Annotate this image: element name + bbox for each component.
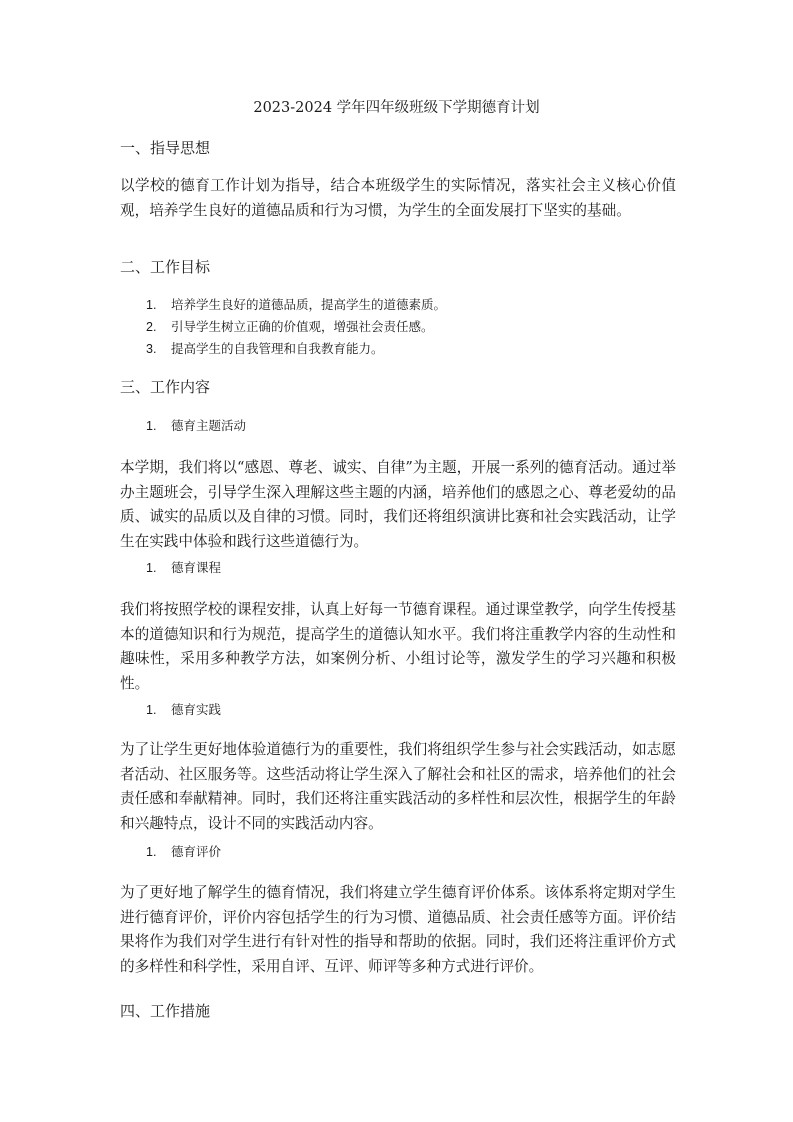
subsection-number: 1. (146, 703, 157, 717)
list-item (146, 338, 446, 360)
subsection-number: 1. (146, 419, 157, 433)
section-heading-work-content: 三、工作内容 (120, 378, 211, 396)
section-heading-guiding-ideology: 一、指导思想 (120, 139, 211, 157)
list-item-number: 3. (146, 342, 157, 356)
section-paragraph-guiding-ideology: 以学校的德育工作计划为指导，结合本班级学生的实际情况，落实社会主义核心价值观，培养学生良好的道德品质和行为习惯，为学生的全面发展打下坚实的基础。 (120, 177, 676, 219)
list-item (146, 294, 446, 316)
subsection-label-practice (146, 700, 221, 720)
section-paragraph-evaluation: 为了更好地了解学生的德育情况，我们将建立学生德育评价体系。该体系将定期对学生进行德育评价，评价内容包括学生的行为习惯、道德品质、社会责任感等方面。评价结果将作为我们对学生进行有针对性的指导和帮助的依据。同时，我们还将注重评价方式的多样性和科学性，采用自评、互评、师评等多种方式进行评价。 (120, 884, 676, 975)
list-item-number: 1. (146, 298, 157, 312)
list-item-text: 培养学生良好的道德品质，提高学生的道德素质。 (171, 297, 447, 312)
subsection-number: 1. (146, 561, 157, 575)
subsection-label-courses (146, 558, 221, 578)
list-item-text: 引导学生树立正确的价值观，增强社会责任感。 (171, 319, 434, 334)
section-paragraph-practice: 为了让学生更好地体验道德行为的重要性，我们将组织学生参与社会实践活动，如志愿者活动、社区服务等。这些活动将让学生深入了解社会和社区的需求，培养他们的社会责任感和奉献精神。同时，我们还将注重实践活动的多样性和层次性，根据学生的年龄和兴趣特点，设计不同的实践活动内容。 (120, 741, 676, 832)
section-paragraph-theme-activities: 本学期，我们将以“感恩、尊老、诚实、自律”为主题，开展一系列的德育活动。通过举办主题班会，引导学生深入理解这些主题的内涵，培养他们的感恩之心、尊老爱幼的品质、诚实的品质以及自律的习惯。同时，我们还将组织演讲比赛和社会实践活动，让学生在实践中体验和践行这些道德行为。 (120, 459, 676, 550)
goals-list (146, 294, 446, 360)
subsection-label: 德育课程 (171, 560, 222, 575)
section-paragraph-courses: 我们将按照学校的课程安排，认真上好每一节德育课程。通过课堂教学，向学生传授基本的道德知识和行为规范，提高学生的道德认知水平。我们将注重教学内容的生动性和趣味性，采用多种教学方法，如案例分析、小组讨论等，激发学生的学习兴趣和积极性。 (120, 601, 676, 692)
subsection-label-theme-activities (146, 416, 246, 436)
list-item-number: 2. (146, 320, 157, 334)
section-heading-work-measures: 四、工作措施 (120, 1002, 211, 1020)
subsection-number: 1. (146, 845, 157, 859)
subsection-label: 德育实践 (171, 702, 222, 717)
subsection-label: 德育主题活动 (171, 418, 247, 433)
subsection-label: 德育评价 (171, 844, 222, 859)
document-title: 2023-2024 学年四年级班级下学期德育计划 (253, 100, 540, 116)
list-item-text: 提高学生的自我管理和自我教育能力。 (171, 341, 384, 356)
list-item (146, 316, 446, 338)
section-heading-work-goals: 二、工作目标 (120, 258, 211, 276)
subsection-label-evaluation (146, 842, 221, 862)
